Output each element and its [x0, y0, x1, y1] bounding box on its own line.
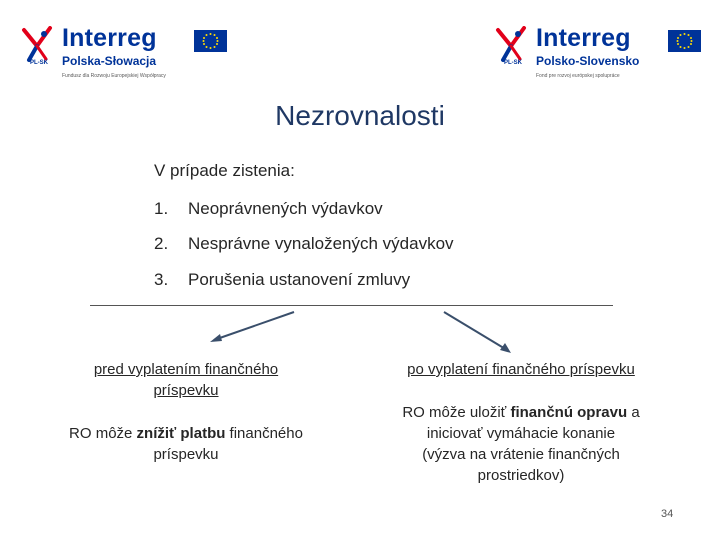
slide-title: Nezrovnalosti	[275, 100, 445, 131]
left-body	[40, 423, 332, 465]
arrow-right-icon	[444, 312, 511, 353]
logo-code: PL-SK	[30, 60, 48, 66]
left-heading-line1: pred vyplatením finančného	[93, 361, 279, 378]
page-number: 34	[661, 508, 674, 520]
list-item-number: 3.	[154, 270, 169, 289]
logo-programme: Polsko-Slovensko	[536, 54, 640, 68]
right-body-text: a	[627, 404, 640, 421]
right-body-line2: iniciovať vymáhacie konanie	[426, 425, 616, 442]
list-item-text: Neoprávnených výdavkov	[188, 199, 383, 218]
left-body-text: finančného	[225, 425, 303, 442]
right-body-text: RO môže uložiť	[402, 404, 511, 421]
list-item-number: 2.	[154, 234, 169, 253]
left-heading-line2: príspevku	[153, 382, 219, 399]
logo-brand: Interreg	[62, 24, 157, 52]
list-item-number: 1.	[154, 199, 169, 218]
logo-brand: Interreg	[536, 24, 631, 52]
right-body-line4: prostriedkov)	[477, 467, 565, 484]
left-body-text: RO môže	[69, 425, 137, 442]
list-item-text: Porušenia ustanovení zmluvy	[188, 270, 411, 289]
right-body	[372, 402, 670, 486]
logo-code: PL-SK	[504, 60, 522, 66]
left-body-line2: príspevku	[153, 446, 219, 463]
right-column	[372, 359, 670, 380]
logo-programme: Polska-Słowacja	[62, 54, 157, 68]
list-item-text: Nesprávne vynaložených výdavkov	[188, 234, 454, 253]
right-heading: po vyplatení finančného príspevku	[407, 361, 635, 378]
arrow-left-icon	[210, 312, 294, 342]
left-column	[40, 359, 332, 401]
right-body-line3: (výzva na vrátenie finančných	[422, 446, 620, 463]
logo-tagline: Fond pre rozvoj európskej spolupráce	[536, 73, 620, 79]
left-body-bold: znížiť platbu	[136, 425, 226, 442]
logo-tagline: Fundusz dla Rozwoju Europejskiej Współpracy	[62, 73, 166, 79]
right-body-bold: finančnú opravu	[510, 404, 628, 421]
intro-text: V prípade zistenia:	[154, 161, 295, 180]
